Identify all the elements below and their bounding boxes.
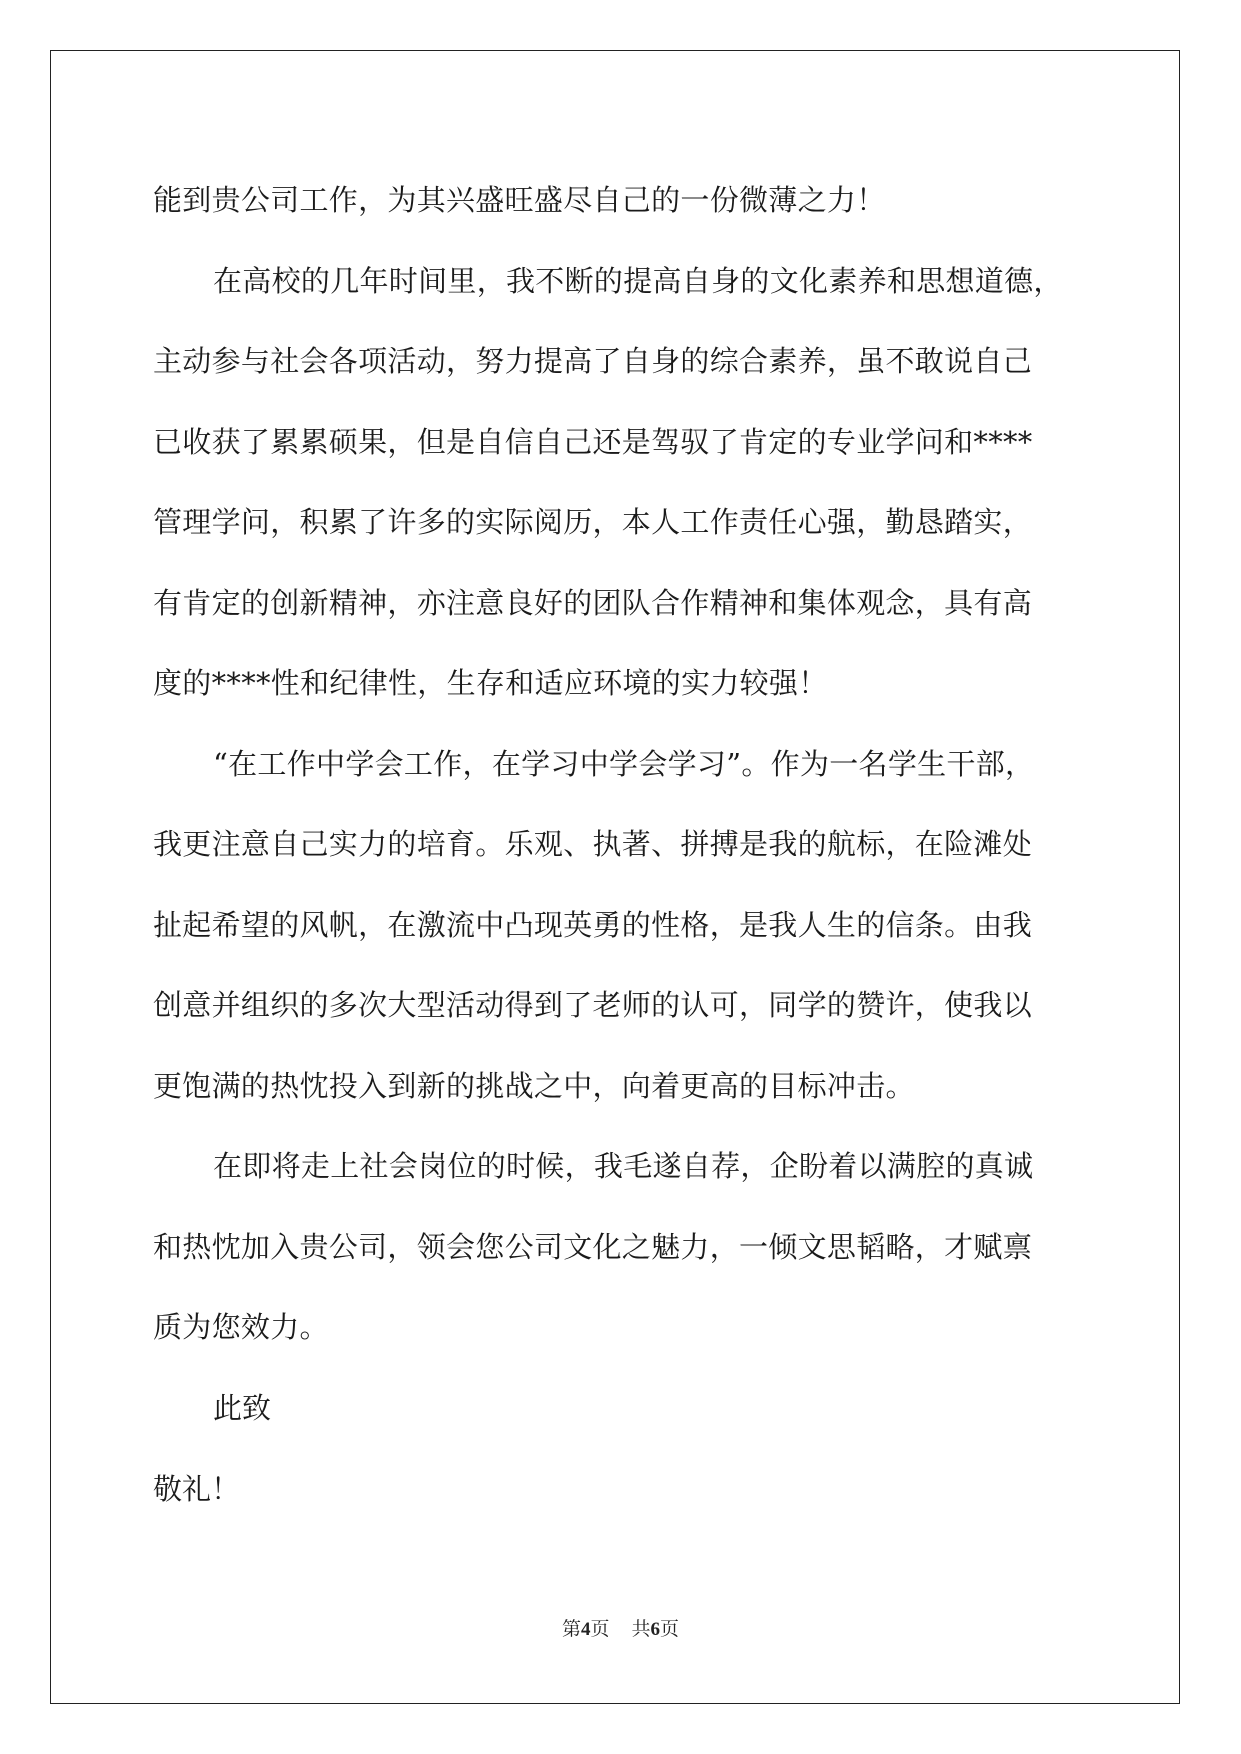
page-footer	[0, 1617, 1241, 1643]
footer-total-prefix: 共	[631, 1619, 651, 1640]
text-line: 更饱满的热忱投入到新的挑战之中，向着更高的目标冲击。	[153, 1068, 915, 1103]
text-line: 我更注意自己实力的培育。乐观、执著、拼搏是我的航标，在险滩处	[153, 827, 1033, 861]
text-line: 创意并组织的多次大型活动得到了老师的认可，同学的赞许，使我以	[153, 988, 1033, 1022]
letter-body	[153, 160, 1093, 1368]
closing-salutation: 此致	[213, 1391, 272, 1425]
text-line: 主动参与社会各项活动，努力提高了自身的综合素养，虽不敢说自己	[153, 344, 1033, 378]
text-line: 能到贵公司工作，为其兴盛旺盛尽自己的一份微薄之力！	[153, 183, 886, 217]
text-line: 扯起希望的风帆，在激流中凸现英勇的性格，是我人生的信条。由我	[153, 907, 1033, 942]
text-line: 质为您效力。	[153, 1310, 329, 1344]
text-line: 和热忱加入贵公司，领会您公司文化之魅力，一倾文思韬略，才赋禀	[153, 1229, 1033, 1264]
text-line: 有肯定的创新精神，亦注意良好的团队合作精神和集体观念，具有高	[153, 585, 1033, 620]
text-line: 度的****性和纪律性，生存和适应环境的实力较强！	[153, 666, 828, 700]
text-line: 管理学问，积累了许多的实际阅历，本人工作责任心强，勤恳踏实，	[153, 505, 1033, 539]
text-line: 已收获了累累硕果，但是自信自己还是驾驭了肯定的专业学问和****	[153, 424, 1033, 459]
closing-regards: 敬礼！	[153, 1472, 241, 1506]
footer-page-unit: 页	[590, 1619, 610, 1640]
footer-prefix: 第	[561, 1619, 581, 1640]
text-line: 在即将走上社会岗位的时候，我毛遂自荐，企盼着以满腔的真诚	[213, 1149, 1034, 1183]
footer-total-unit: 页	[660, 1619, 680, 1640]
current-page-number: 4	[580, 1619, 591, 1640]
text-line: 在高校的几年时间里，我不断的提高自身的文化素养和思想道德，	[213, 263, 1063, 298]
total-pages-number: 6	[650, 1619, 661, 1640]
text-line: “在工作中学会工作，在学习中学会学习”。作为一名学生干部，	[213, 746, 1035, 781]
